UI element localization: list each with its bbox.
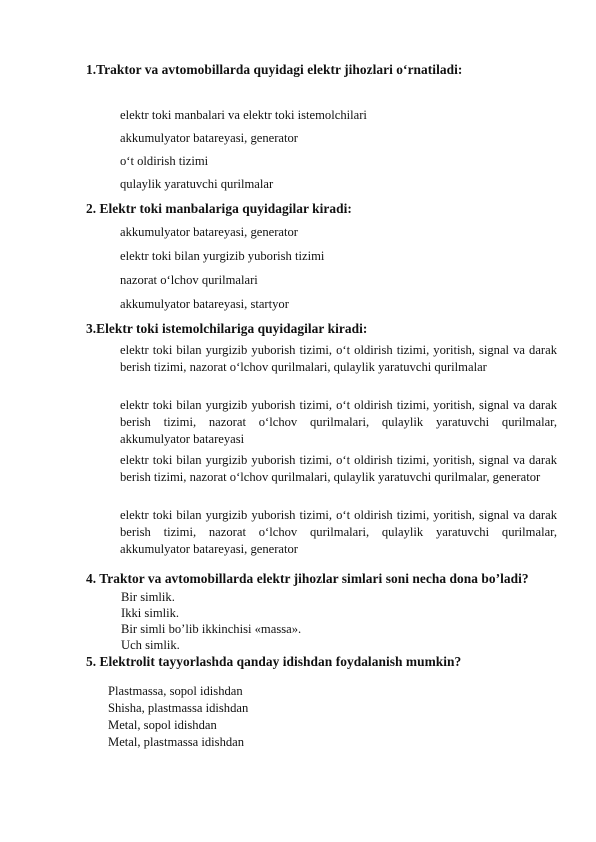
question-4-option-4: Uch simlik. <box>121 638 180 652</box>
question-2-option-4: akkumulyator batareyasi, startyor <box>120 297 289 311</box>
question-1-title: 1.Traktor va avtomobillarda quyidagi elektr jihozlari o‘rnatiladi: <box>86 62 463 77</box>
question-1-option-1: elektr toki manbalari va elektr toki istemolchilari <box>120 108 367 122</box>
question-3-option-1: elektr toki bilan yurgizib yuborish tizimi, o‘t oldirish tizimi, yoritish, signal va darak berish tizimi, nazorat o‘lchov qurilmalari, qulaylik yaratuvchi qurilmalar <box>120 343 557 374</box>
question-1-option-4: qulaylik yaratuvchi qurilmalar <box>120 177 274 191</box>
question-5-option-4: Metal, plastmassa idishdan <box>108 735 245 749</box>
question-2-option-3: nazorat o‘lchov qurilmalari <box>120 273 258 287</box>
question-5-option-1: Plastmassa, sopol idishdan <box>108 684 243 698</box>
question-2-option-2: elektr toki bilan yurgizib yuborish tizimi <box>120 249 325 263</box>
question-2-title: 2. Elektr toki manbalariga quyidagilar kiradi: <box>86 201 352 216</box>
question-5-option-2: Shisha, plastmassa idishdan <box>108 701 249 715</box>
question-3-title: 3.Elektr toki istemolchilariga quyidagilar kiradi: <box>86 321 368 336</box>
question-4-option-3: Bir simli bo’lib ikkinchisi «massa». <box>121 622 302 636</box>
question-3-option-3: elektr toki bilan yurgizib yuborish tizimi, o‘t oldirish tizimi, yoritish, signal va darak berish tizimi, nazorat o‘lchov qurilmalari, qulaylik yaratuvchi qurilmalar, generator <box>120 453 557 484</box>
question-1-option-3: o‘t oldirish tizimi <box>120 154 209 168</box>
question-3-option-2: elektr toki bilan yurgizib yuborish tizimi, o‘t oldirish tizimi, yoritish, signal va darak berish tizimi, nazorat o‘lchov qurilmalari, qulaylik yaratuvchi qurilmalar, akkumulyator batareyasi <box>120 398 557 446</box>
question-1-option-2: akkumulyator batareyasi, generator <box>120 131 298 145</box>
question-5-title: 5. Elektrolit tayyorlashda qanday idishdan foydalanish mumkin? <box>86 654 462 669</box>
question-3-option-4: elektr toki bilan yurgizib yuborish tizimi, o‘t oldirish tizimi, yoritish, signal va darak berish tizimi, nazorat o‘lchov qurilmalari, qulaylik yaratuvchi qurilmalar, akkumulyator batareyasi, generator <box>120 508 557 556</box>
question-2-option-1: akkumulyator batareyasi, generator <box>120 225 298 239</box>
question-5-option-3: Metal, sopol idishdan <box>108 718 217 732</box>
question-4-option-2: Ikki simlik. <box>121 606 180 620</box>
question-4-option-1: Bir simlik. <box>121 590 175 604</box>
question-4-title: 4. Traktor va avtomobillarda elektr jihozlar simlari soni necha dona bo’ladi? <box>86 571 529 586</box>
